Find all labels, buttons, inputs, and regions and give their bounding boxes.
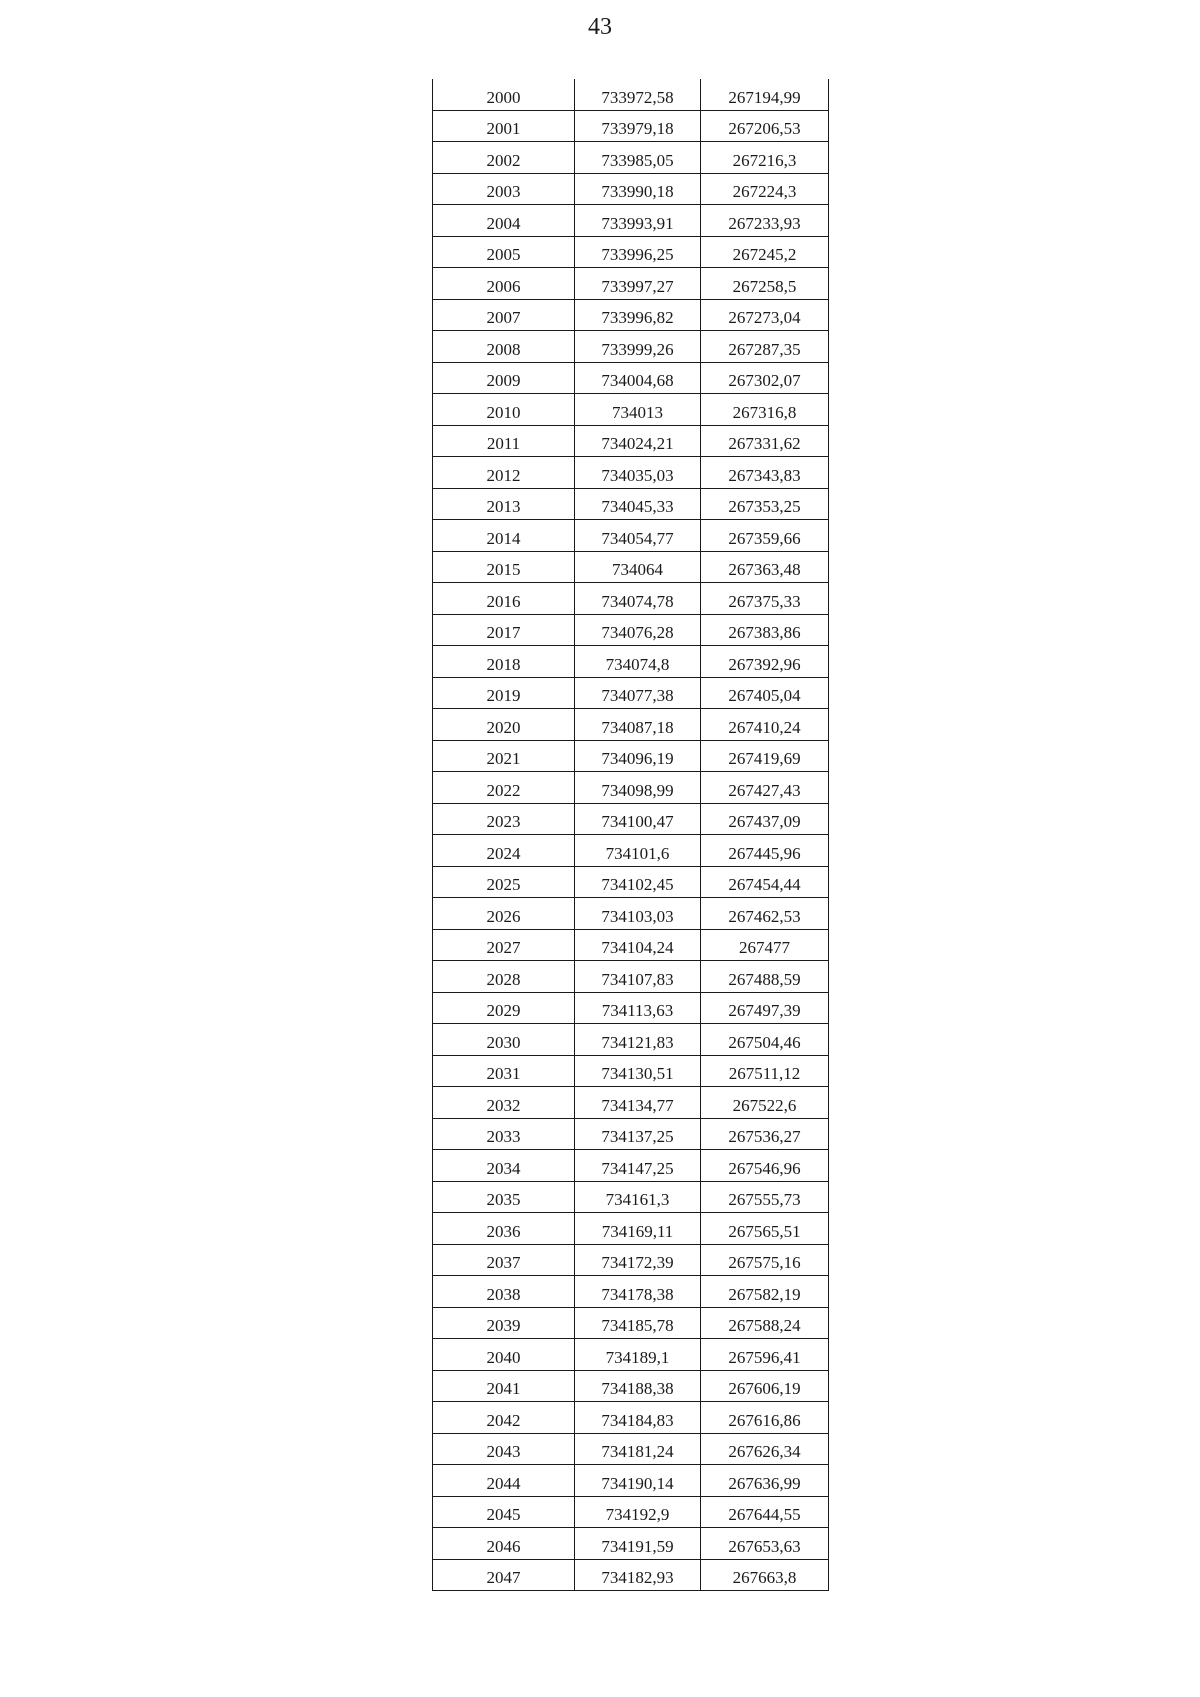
x-coordinate-cell: 734192,9 xyxy=(575,1496,701,1528)
y-coordinate-cell: 267445,96 xyxy=(701,835,829,867)
table-row xyxy=(433,1465,829,1497)
y-coordinate-cell: 267206,53 xyxy=(701,110,829,142)
point-number-cell: 2010 xyxy=(433,394,575,426)
x-coordinate-cell: 734098,99 xyxy=(575,772,701,804)
y-coordinate-cell: 267477 xyxy=(701,929,829,961)
table-row xyxy=(433,1150,829,1182)
x-coordinate-cell: 734178,38 xyxy=(575,1276,701,1308)
y-coordinate-cell: 267565,51 xyxy=(701,1213,829,1245)
x-coordinate-cell: 734184,83 xyxy=(575,1402,701,1434)
x-coordinate-cell: 734077,38 xyxy=(575,677,701,709)
y-coordinate-cell: 267258,5 xyxy=(701,268,829,300)
x-coordinate-cell: 734188,38 xyxy=(575,1370,701,1402)
table-row xyxy=(433,394,829,426)
table-row xyxy=(433,614,829,646)
point-number-cell: 2028 xyxy=(433,961,575,993)
y-coordinate-cell: 267462,53 xyxy=(701,898,829,930)
y-coordinate-cell: 267497,39 xyxy=(701,992,829,1024)
y-coordinate-cell: 267644,55 xyxy=(701,1496,829,1528)
table-row xyxy=(433,299,829,331)
table-row xyxy=(433,1307,829,1339)
table-row xyxy=(433,1339,829,1371)
x-coordinate-cell: 734024,21 xyxy=(575,425,701,457)
y-coordinate-cell: 267427,43 xyxy=(701,772,829,804)
y-coordinate-cell: 267194,99 xyxy=(701,79,829,110)
y-coordinate-cell: 267575,16 xyxy=(701,1244,829,1276)
point-number-cell: 2036 xyxy=(433,1213,575,1245)
x-coordinate-cell: 734172,39 xyxy=(575,1244,701,1276)
x-coordinate-cell: 733996,25 xyxy=(575,236,701,268)
x-coordinate-cell: 734147,25 xyxy=(575,1150,701,1182)
y-coordinate-cell: 267511,12 xyxy=(701,1055,829,1087)
y-coordinate-cell: 267233,93 xyxy=(701,205,829,237)
x-coordinate-cell: 734013 xyxy=(575,394,701,426)
point-number-cell: 2034 xyxy=(433,1150,575,1182)
point-number-cell: 2014 xyxy=(433,520,575,552)
point-number-cell: 2008 xyxy=(433,331,575,363)
point-number-cell: 2006 xyxy=(433,268,575,300)
table-row xyxy=(433,1370,829,1402)
table-row xyxy=(433,583,829,615)
table-row xyxy=(433,79,829,110)
table-row xyxy=(433,646,829,678)
table-row xyxy=(433,1024,829,1056)
point-number-cell: 2043 xyxy=(433,1433,575,1465)
y-coordinate-cell: 267302,07 xyxy=(701,362,829,394)
point-number-cell: 2022 xyxy=(433,772,575,804)
y-coordinate-cell: 267504,46 xyxy=(701,1024,829,1056)
point-number-cell: 2032 xyxy=(433,1087,575,1119)
y-coordinate-cell: 267375,33 xyxy=(701,583,829,615)
point-number-cell: 2033 xyxy=(433,1118,575,1150)
point-number-cell: 2020 xyxy=(433,709,575,741)
y-coordinate-cell: 267245,2 xyxy=(701,236,829,268)
y-coordinate-cell: 267546,96 xyxy=(701,1150,829,1182)
point-number-cell: 2038 xyxy=(433,1276,575,1308)
x-coordinate-cell: 734064 xyxy=(575,551,701,583)
x-coordinate-cell: 734100,47 xyxy=(575,803,701,835)
y-coordinate-cell: 267405,04 xyxy=(701,677,829,709)
x-coordinate-cell: 734101,6 xyxy=(575,835,701,867)
x-coordinate-cell: 733990,18 xyxy=(575,173,701,205)
x-coordinate-cell: 734004,68 xyxy=(575,362,701,394)
y-coordinate-cell: 267437,09 xyxy=(701,803,829,835)
x-coordinate-cell: 734104,24 xyxy=(575,929,701,961)
point-number-cell: 2041 xyxy=(433,1370,575,1402)
table-row xyxy=(433,1496,829,1528)
page-number: 43 xyxy=(588,14,612,40)
y-coordinate-cell: 267224,3 xyxy=(701,173,829,205)
point-number-cell: 2046 xyxy=(433,1528,575,1560)
table-row xyxy=(433,110,829,142)
table-row xyxy=(433,142,829,174)
x-coordinate-cell: 734134,77 xyxy=(575,1087,701,1119)
point-number-cell: 2000 xyxy=(433,79,575,110)
x-coordinate-cell: 734074,78 xyxy=(575,583,701,615)
y-coordinate-cell: 267653,63 xyxy=(701,1528,829,1560)
table-row xyxy=(433,1055,829,1087)
point-number-cell: 2004 xyxy=(433,205,575,237)
point-number-cell: 2026 xyxy=(433,898,575,930)
point-number-cell: 2015 xyxy=(433,551,575,583)
table-row xyxy=(433,520,829,552)
point-number-cell: 2040 xyxy=(433,1339,575,1371)
point-number-cell: 2002 xyxy=(433,142,575,174)
point-number-cell: 2027 xyxy=(433,929,575,961)
table-row xyxy=(433,1181,829,1213)
x-coordinate-cell: 734182,93 xyxy=(575,1559,701,1591)
table-row xyxy=(433,1559,829,1591)
x-coordinate-cell: 734191,59 xyxy=(575,1528,701,1560)
point-number-cell: 2013 xyxy=(433,488,575,520)
x-coordinate-cell: 734190,14 xyxy=(575,1465,701,1497)
x-coordinate-cell: 734074,8 xyxy=(575,646,701,678)
table-row xyxy=(433,929,829,961)
table-row xyxy=(433,992,829,1024)
x-coordinate-cell: 734137,25 xyxy=(575,1118,701,1150)
y-coordinate-cell: 267522,6 xyxy=(701,1087,829,1119)
x-coordinate-cell: 733979,18 xyxy=(575,110,701,142)
y-coordinate-cell: 267596,41 xyxy=(701,1339,829,1371)
table-row xyxy=(433,740,829,772)
table-row xyxy=(433,1528,829,1560)
table-row xyxy=(433,772,829,804)
x-coordinate-cell: 734096,19 xyxy=(575,740,701,772)
table-row xyxy=(433,835,829,867)
point-number-cell: 2009 xyxy=(433,362,575,394)
point-number-cell: 2017 xyxy=(433,614,575,646)
point-number-cell: 2021 xyxy=(433,740,575,772)
x-coordinate-cell: 734181,24 xyxy=(575,1433,701,1465)
y-coordinate-cell: 267582,19 xyxy=(701,1276,829,1308)
point-number-cell: 2011 xyxy=(433,425,575,457)
y-coordinate-cell: 267626,34 xyxy=(701,1433,829,1465)
table-row xyxy=(433,173,829,205)
x-coordinate-cell: 733999,26 xyxy=(575,331,701,363)
x-coordinate-cell: 734035,03 xyxy=(575,457,701,489)
table-row xyxy=(433,709,829,741)
table-row xyxy=(433,803,829,835)
y-coordinate-cell: 267616,86 xyxy=(701,1402,829,1434)
y-coordinate-cell: 267383,86 xyxy=(701,614,829,646)
x-coordinate-cell: 734107,83 xyxy=(575,961,701,993)
point-number-cell: 2042 xyxy=(433,1402,575,1434)
y-coordinate-cell: 267392,96 xyxy=(701,646,829,678)
table-row xyxy=(433,1244,829,1276)
table-row xyxy=(433,898,829,930)
x-coordinate-cell: 734121,83 xyxy=(575,1024,701,1056)
table-row xyxy=(433,457,829,489)
x-coordinate-cell: 734169,11 xyxy=(575,1213,701,1245)
point-number-cell: 2005 xyxy=(433,236,575,268)
table-row xyxy=(433,1276,829,1308)
table-row xyxy=(433,1213,829,1245)
x-coordinate-cell: 733972,58 xyxy=(575,79,701,110)
x-coordinate-cell: 733985,05 xyxy=(575,142,701,174)
table-row xyxy=(433,551,829,583)
x-coordinate-cell: 734161,3 xyxy=(575,1181,701,1213)
y-coordinate-cell: 267588,24 xyxy=(701,1307,829,1339)
table-row xyxy=(433,268,829,300)
table-row xyxy=(433,362,829,394)
point-number-cell: 2029 xyxy=(433,992,575,1024)
point-number-cell: 2018 xyxy=(433,646,575,678)
x-coordinate-cell: 734054,77 xyxy=(575,520,701,552)
x-coordinate-cell: 734103,03 xyxy=(575,898,701,930)
table-row xyxy=(433,488,829,520)
table-row xyxy=(433,205,829,237)
point-number-cell: 2045 xyxy=(433,1496,575,1528)
point-number-cell: 2007 xyxy=(433,299,575,331)
point-number-cell: 2031 xyxy=(433,1055,575,1087)
y-coordinate-cell: 267353,25 xyxy=(701,488,829,520)
point-number-cell: 2030 xyxy=(433,1024,575,1056)
point-number-cell: 2044 xyxy=(433,1465,575,1497)
y-coordinate-cell: 267359,66 xyxy=(701,520,829,552)
point-number-cell: 2024 xyxy=(433,835,575,867)
table-row xyxy=(433,331,829,363)
point-number-cell: 2001 xyxy=(433,110,575,142)
point-number-cell: 2012 xyxy=(433,457,575,489)
coordinates-table xyxy=(432,79,829,1591)
point-number-cell: 2025 xyxy=(433,866,575,898)
x-coordinate-cell: 734076,28 xyxy=(575,614,701,646)
table-row xyxy=(433,1087,829,1119)
y-coordinate-cell: 267555,73 xyxy=(701,1181,829,1213)
x-coordinate-cell: 733997,27 xyxy=(575,268,701,300)
table-row xyxy=(433,236,829,268)
y-coordinate-cell: 267536,27 xyxy=(701,1118,829,1150)
y-coordinate-cell: 267636,99 xyxy=(701,1465,829,1497)
x-coordinate-cell: 733993,91 xyxy=(575,205,701,237)
table-row xyxy=(433,677,829,709)
y-coordinate-cell: 267488,59 xyxy=(701,961,829,993)
x-coordinate-cell: 734189,1 xyxy=(575,1339,701,1371)
y-coordinate-cell: 267316,8 xyxy=(701,394,829,426)
coordinates-table-body xyxy=(433,79,829,1591)
y-coordinate-cell: 267606,19 xyxy=(701,1370,829,1402)
x-coordinate-cell: 734130,51 xyxy=(575,1055,701,1087)
y-coordinate-cell: 267419,69 xyxy=(701,740,829,772)
point-number-cell: 2047 xyxy=(433,1559,575,1591)
y-coordinate-cell: 267273,04 xyxy=(701,299,829,331)
x-coordinate-cell: 734102,45 xyxy=(575,866,701,898)
table-row xyxy=(433,1433,829,1465)
table-row xyxy=(433,425,829,457)
x-coordinate-cell: 734045,33 xyxy=(575,488,701,520)
x-coordinate-cell: 734185,78 xyxy=(575,1307,701,1339)
x-coordinate-cell: 734087,18 xyxy=(575,709,701,741)
point-number-cell: 2016 xyxy=(433,583,575,615)
point-number-cell: 2019 xyxy=(433,677,575,709)
y-coordinate-cell: 267410,24 xyxy=(701,709,829,741)
y-coordinate-cell: 267363,48 xyxy=(701,551,829,583)
y-coordinate-cell: 267331,62 xyxy=(701,425,829,457)
point-number-cell: 2035 xyxy=(433,1181,575,1213)
table-row xyxy=(433,1402,829,1434)
table-row xyxy=(433,866,829,898)
point-number-cell: 2023 xyxy=(433,803,575,835)
x-coordinate-cell: 733996,82 xyxy=(575,299,701,331)
y-coordinate-cell: 267216,3 xyxy=(701,142,829,174)
y-coordinate-cell: 267663,8 xyxy=(701,1559,829,1591)
point-number-cell: 2039 xyxy=(433,1307,575,1339)
y-coordinate-cell: 267343,83 xyxy=(701,457,829,489)
x-coordinate-cell: 734113,63 xyxy=(575,992,701,1024)
table-row xyxy=(433,1118,829,1150)
y-coordinate-cell: 267287,35 xyxy=(701,331,829,363)
table-row xyxy=(433,961,829,993)
point-number-cell: 2003 xyxy=(433,173,575,205)
point-number-cell: 2037 xyxy=(433,1244,575,1276)
y-coordinate-cell: 267454,44 xyxy=(701,866,829,898)
